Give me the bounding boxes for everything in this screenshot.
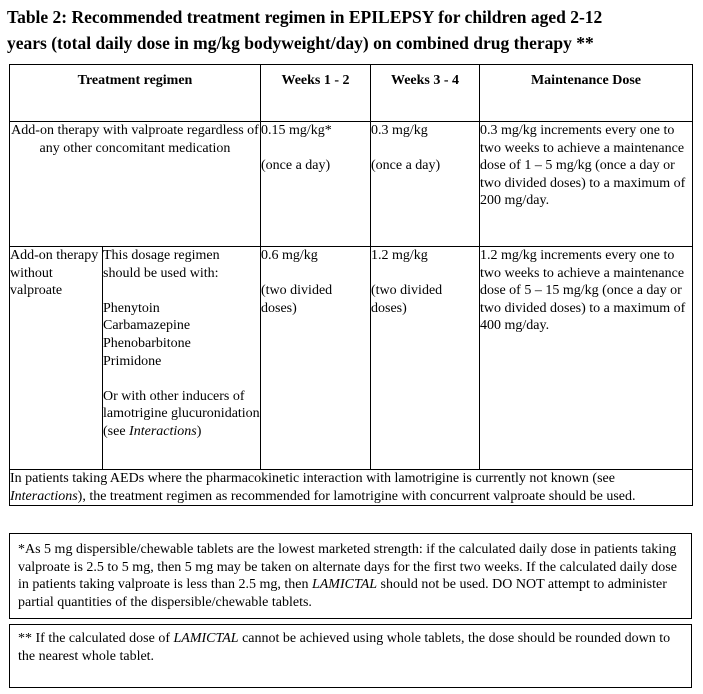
inducer-drug-item: Phenytoin [103, 300, 160, 316]
maintenance-dose-without-valproate: 1.2 mg/kg increments every one to two weeks to achieve a maintenance dose of 5 – 15 mg/kg (once a day or two divided doses) to a maximum of 400 mg/day. [480, 247, 693, 470]
footnote-single-asterisk: *As 5 mg dispersible/chewable tablets are the lowest marketed strength: if the calculated daily dose in patients taking valproate is 2.5 to 5 mg, then 5 mg may be taken on alternate days for the first two weeks. If the calculated daily dose in patients taking valproate is less than 2.5 mg, then LAMICTAL should not be used. DO NOT attempt to administer partial quantities of the dispersible/chewable tablets. [9, 533, 692, 619]
header-weeks-1-2: Weeks 1 - 2 [261, 65, 371, 122]
title-line-1: Table 2: Recommended treatment regimen in EPILEPSY for children aged 2-12 [7, 7, 603, 27]
weeks-1-2-dose: 0.6 mg/kg [261, 248, 318, 263]
title-line-2: years (total daily dose in mg/kg bodyweight/day) on combined drug therapy ** [7, 33, 594, 53]
weeks-1-2-frequency: (once a day) [261, 158, 331, 174]
weeks-3-4-dose: 0.3 mg/kg [371, 123, 428, 138]
header-treatment-regimen: Treatment regimen [10, 65, 261, 122]
footnote-double-asterisk: ** If the calculated dose of LAMICTAL cannot be achieved using whole tablets, the dose should be rounded down to the nearest whole tablet. [9, 624, 692, 688]
inducer-drug-item: Carbamazepine [103, 318, 191, 334]
unknown-interaction-note: In patients taking AEDs where the pharmacokinetic interaction with lamotrigine is currently not known (see Interactions), the treatment regimen as recommended for lamotrigine with concurrent valproate should be used. [10, 470, 693, 506]
weeks-1-2-frequency: (two divided doses) [261, 283, 333, 316]
regimen-without-valproate-label: Add-on therapy without valproate [10, 247, 103, 470]
weeks-1-2-cell [261, 247, 371, 470]
regimen-with-valproate: Add-on therapy with valproate regardless of any other concomitant medication [10, 122, 261, 247]
weeks-1-2-dose: 0.15 mg/kg* [261, 123, 332, 138]
interactions-reference: Interactions [129, 423, 197, 439]
weeks-3-4-cell [371, 247, 480, 470]
weeks-3-4-dose: 1.2 mg/kg [371, 248, 428, 263]
weeks-3-4-frequency: (two divided doses) [371, 283, 443, 316]
header-weeks-3-4: Weeks 3 - 4 [371, 65, 480, 122]
header-row [10, 65, 693, 122]
brand-name: LAMICTAL [173, 631, 239, 646]
interactions-reference: Interactions [10, 488, 78, 504]
dosage-regimen-intro: This dosage regimen should be used with: [103, 248, 220, 281]
treatment-regimen-table [9, 64, 693, 506]
note-row [10, 470, 693, 506]
weeks-3-4-cell [371, 122, 480, 247]
other-inducers-text: Or with other inducers of lamotrigine glucuronidation (see Interactions) [103, 388, 260, 439]
brand-name: LAMICTAL [311, 577, 378, 593]
header-maintenance-dose: Maintenance Dose [480, 65, 693, 122]
weeks-1-2-cell [261, 122, 371, 247]
row-with-valproate [10, 122, 693, 247]
inducer-drug-item: Primidone [103, 353, 162, 369]
table-title [7, 4, 697, 56]
inducer-drugs-cell [103, 247, 261, 470]
inducer-drug-item: Phenobarbitone [103, 335, 191, 351]
row-without-valproate [10, 247, 693, 470]
weeks-3-4-frequency: (once a day) [371, 158, 441, 174]
maintenance-dose-with-valproate: 0.3 mg/kg increments every one to two weeks to achieve a maintenance dose of 1 – 5 mg/kg (once a day or two divided doses) to a maximum of 200 mg/day. [480, 122, 693, 247]
